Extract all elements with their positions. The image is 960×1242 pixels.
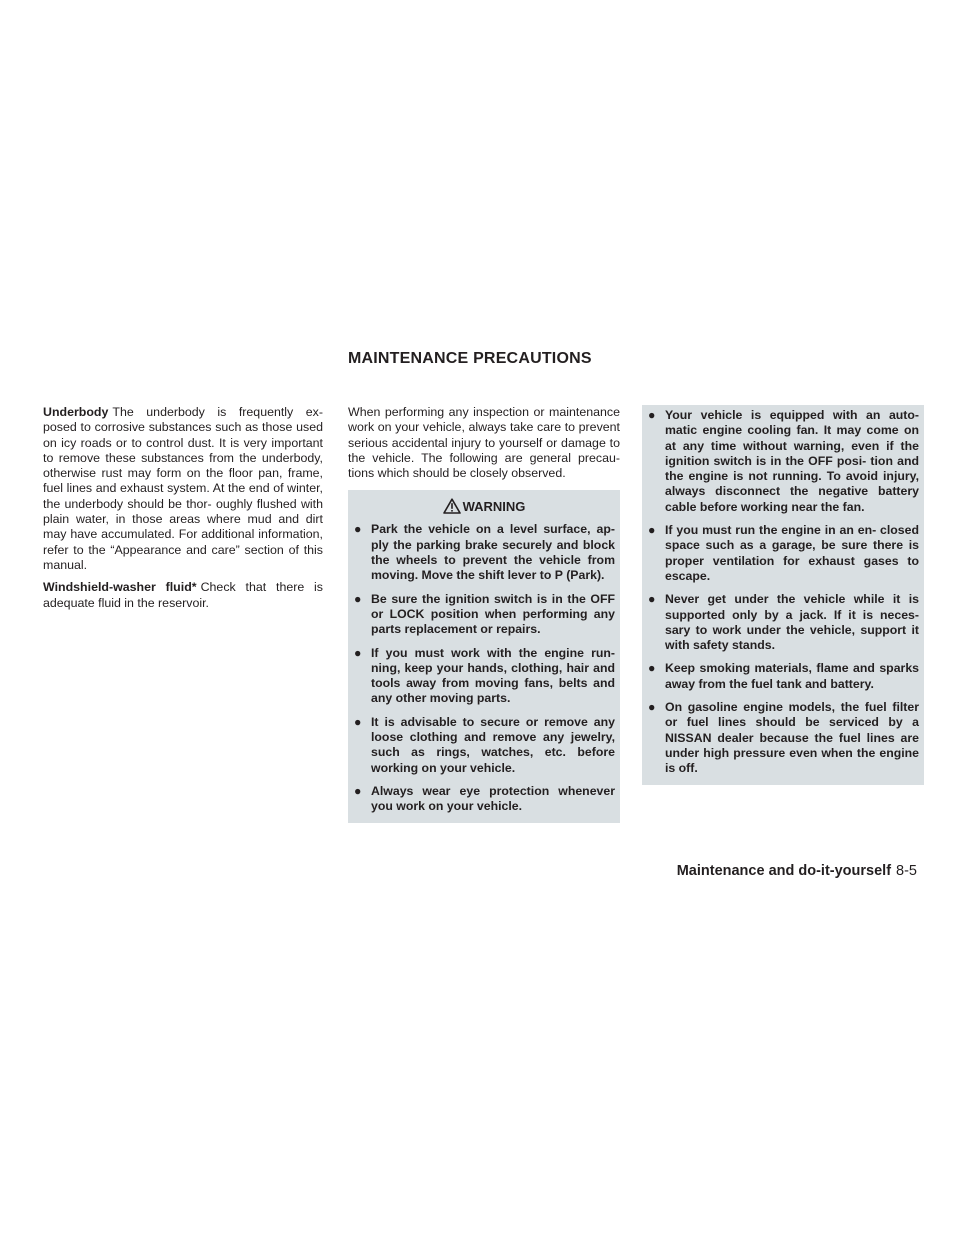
warning-item-text: If you must run the engine in an en- closed space such as a garage, be sure there is proper ventilation for exhaust gases to escape. <box>665 523 919 583</box>
warning-box <box>348 490 620 822</box>
warning-item <box>647 700 919 776</box>
precautions-intro: When performing any inspection or maintenance work on your vehicle, always take care to prevent serious accidental injury to yourself or damage to the vehicle. The following are general precau- tions which should be closely observed. <box>348 405 620 481</box>
footer-chapter: Maintenance and do-it-yourself <box>676 863 892 879</box>
warning-triangle-icon <box>443 498 461 514</box>
warning-heading <box>353 498 615 514</box>
washer-fluid-paragraph <box>43 580 323 611</box>
washer-fluid-term: Windshield-washer fluid* <box>43 580 197 595</box>
warning-item <box>647 661 919 692</box>
bullet-icon: ● <box>648 592 656 607</box>
warning-item-text: If you must work with the engine run- ning, keep your hands, clothing, hair and tools away from moving fans, belts and any other moving parts. <box>371 645 615 706</box>
page-footer <box>677 863 917 879</box>
middle-column <box>348 405 620 823</box>
warning-item <box>647 592 919 653</box>
bullet-icon: ● <box>648 661 656 676</box>
bullet-icon: ● <box>354 714 362 729</box>
warning-label: WARNING <box>462 498 526 514</box>
bullet-icon: ● <box>354 522 362 537</box>
bullet-icon: ● <box>354 645 362 660</box>
underbody-text: The underbody is frequently ex- posed to corrosive substances such as those used on icy roads or to control dust. It is very important to remove these substances from the underbody, otherwise rust may form on the floor pan, frame, fuel lines and exhaust system. At the end of winter, the underbody should be thor- oughly flushed with plain water, in those areas where mud and dirt may have accumulated. For additional information, refer to the “Appearance and care” section of this manual. <box>43 405 323 572</box>
bullet-icon: ● <box>648 523 656 538</box>
warning-item <box>353 646 615 707</box>
warning-item <box>353 784 615 815</box>
warning-item <box>647 408 919 515</box>
section-title: MAINTENANCE PRECAUTIONS <box>348 350 592 367</box>
warning-item-text: Keep smoking materials, flame and sparks away from the fuel tank and battery. <box>665 661 919 691</box>
page-number: 8-5 <box>896 863 917 879</box>
warning-list-right <box>647 408 919 777</box>
warning-item <box>647 523 919 584</box>
bullet-icon: ● <box>354 591 362 606</box>
warning-item <box>353 522 615 583</box>
warning-list-left <box>353 522 615 814</box>
warning-item-text: Your vehicle is equipped with an auto- matic engine cooling fan. It may come on at any time without warning, even if the ignition switch is in the OFF posi- tion and the engine is not running. To avoid injury, always disconnect the negative battery cable before working near the fan. <box>665 408 919 514</box>
bullet-icon: ● <box>648 408 656 422</box>
warning-item-text: Be sure the ignition switch is in the OFF or LOCK position when performing any parts replacement or repairs. <box>371 591 615 637</box>
washer-fluid-text: Check that there is adequate fluid in the reservoir. <box>43 580 324 610</box>
underbody-paragraph <box>43 405 323 573</box>
bullet-icon: ● <box>648 700 656 715</box>
warning-item <box>353 715 615 776</box>
left-column <box>43 405 323 618</box>
warning-box-continued <box>642 405 924 785</box>
warning-item-text: It is advisable to secure or remove any loose clothing and remove any jewelry, such as rings, watches, etc. before working on your vehicle. <box>371 714 615 775</box>
underbody-term: Underbody <box>43 405 109 419</box>
warning-item-text: Park the vehicle on a level surface, ap- ply the parking brake securely and block the wheels to prevent the vehicle from moving. Move the shift lever to P (Park). <box>371 522 615 583</box>
bullet-icon: ● <box>354 783 362 798</box>
warning-item-text: Always wear eye protection whenever you work on your vehicle. <box>371 783 615 814</box>
warning-item-text: On gasoline engine models, the fuel filter or fuel lines should be serviced by a NISSAN dealer because the fuel lines are under high pressure even when the engine is off. <box>665 700 919 776</box>
warning-item-text: Never get under the vehicle while it is supported only by a jack. If it is neces- sary to work under the vehicle, support it with safety stands. <box>665 592 919 653</box>
warning-item <box>353 592 615 638</box>
